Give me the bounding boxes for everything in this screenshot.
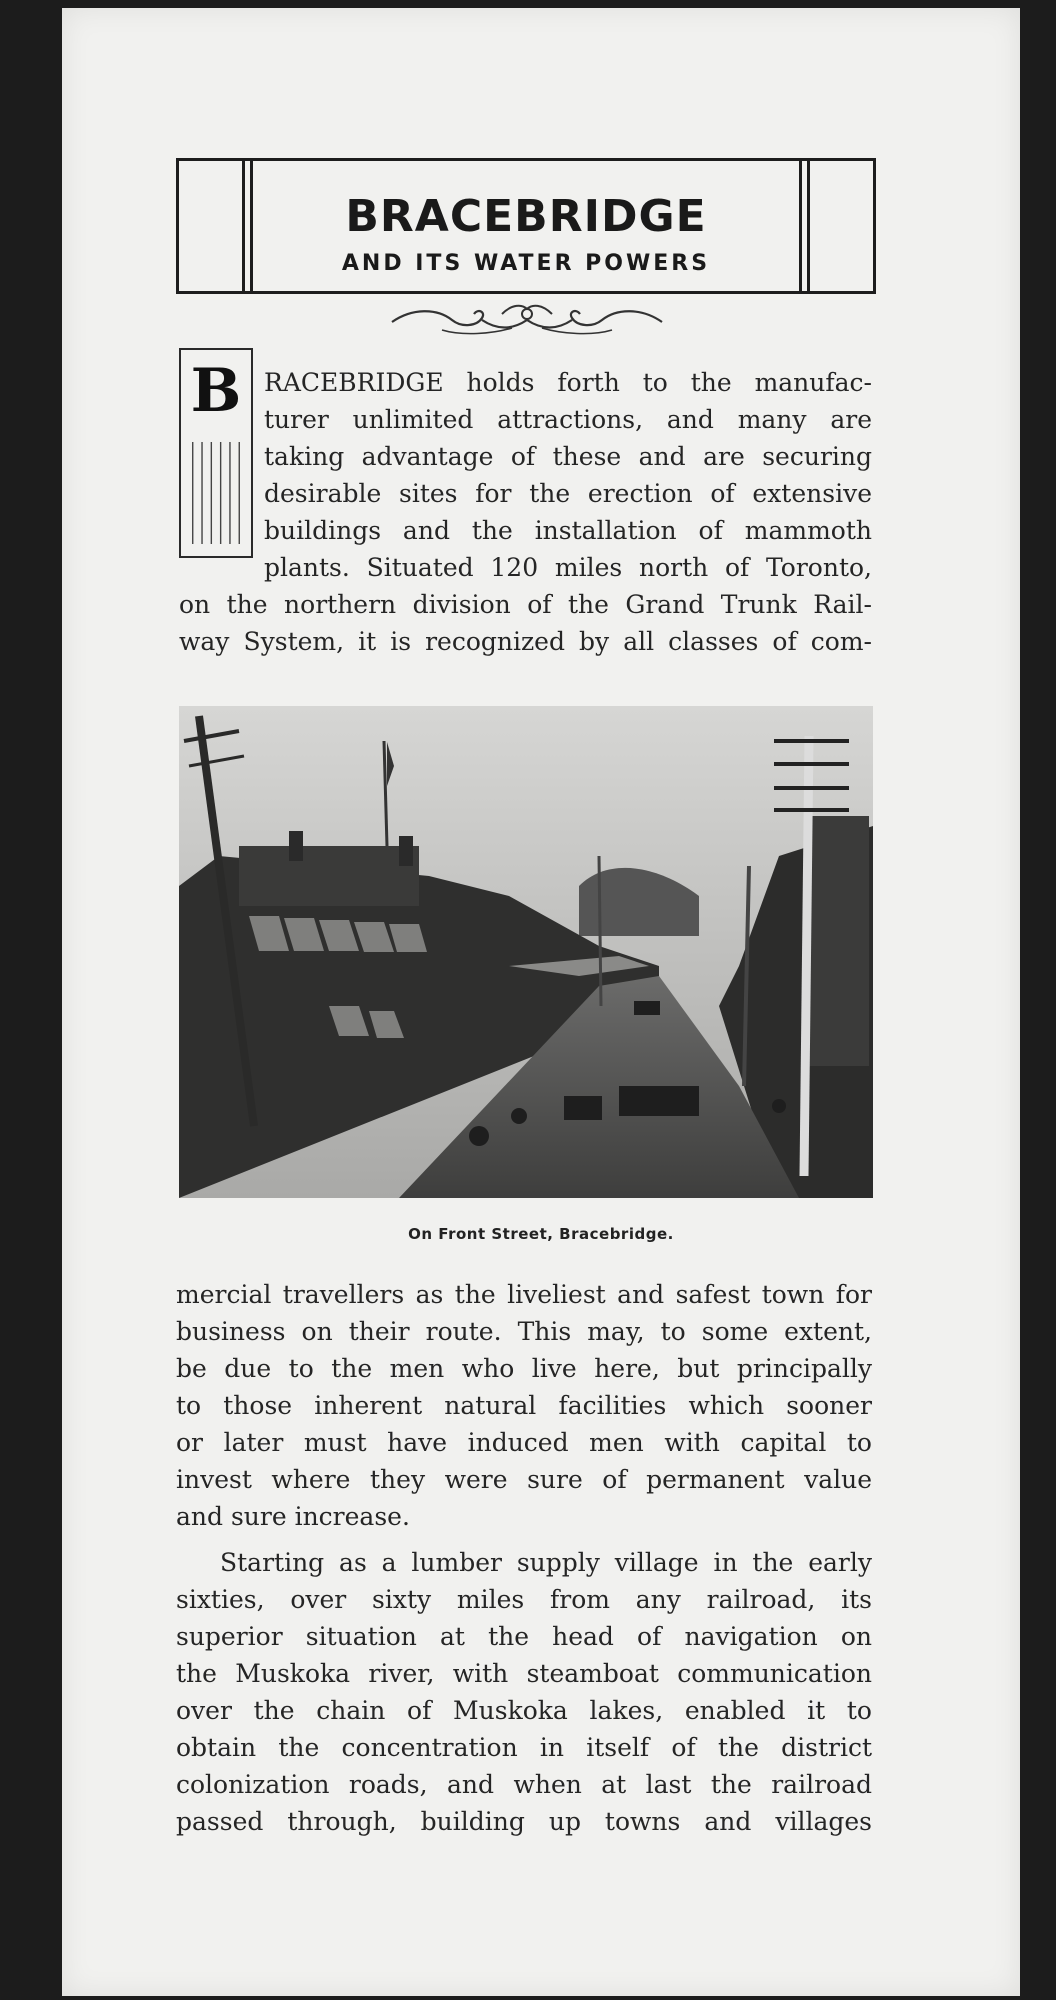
text-line: plants. Situated 120 miles north of Toronto, bbox=[264, 553, 872, 582]
text-line: invest where they were sure of permanent value bbox=[176, 1465, 872, 1494]
text-line: to those inherent natural facilities which sooner bbox=[176, 1391, 872, 1420]
text-line: sixties, over sixty miles from any railroad, its bbox=[176, 1585, 872, 1614]
body-paragraph-second bbox=[176, 1544, 872, 1840]
photo-caption: On Front Street, Bracebridge. bbox=[408, 1225, 674, 1243]
intro-paragraph-top bbox=[264, 364, 872, 586]
drop-cap-letter: B bbox=[190, 356, 242, 426]
intro-paragraph-bottom bbox=[179, 586, 872, 660]
text-line: over the chain of Muskoka lakes, enabled it to bbox=[176, 1696, 872, 1725]
drop-cap bbox=[179, 348, 253, 558]
scroll-ornament-icon bbox=[382, 300, 672, 340]
text-line: way System, it is recognized by all classes of com- bbox=[179, 627, 872, 656]
text-line: colonization roads, and when at last the railroad bbox=[176, 1770, 872, 1799]
text-line: taking advantage of these and are securing bbox=[264, 442, 872, 471]
text-line: mercial travellers as the liveliest and safest town for bbox=[176, 1280, 872, 1309]
text-line: Starting as a lumber supply village in the early bbox=[220, 1548, 872, 1577]
text-line: business on their route. This may, to some extent, bbox=[176, 1317, 872, 1346]
text-line: and sure increase. bbox=[176, 1502, 410, 1531]
text-line: turer unlimited attractions, and many are bbox=[264, 405, 872, 434]
title-frame bbox=[176, 158, 876, 294]
document-page bbox=[62, 8, 1020, 1996]
text-line: or later must have induced men with capital to bbox=[176, 1428, 872, 1457]
body-paragraph-continuation bbox=[176, 1276, 872, 1535]
text-line: superior situation at the head of navigation on bbox=[176, 1622, 872, 1651]
text-line: be due to the men who live here, but principally bbox=[176, 1354, 872, 1383]
text-line: RACEBRIDGE holds forth to the manufac- bbox=[264, 368, 872, 397]
front-street-photo bbox=[179, 706, 873, 1198]
text-line: desirable sites for the erection of extensive bbox=[264, 479, 872, 508]
page-subtitle: AND ITS WATER POWERS bbox=[341, 251, 711, 276]
text-line: on the northern division of the Grand Trunk Rail- bbox=[179, 590, 872, 619]
text-line: obtain the concentration in itself of the district bbox=[176, 1733, 872, 1762]
text-line: buildings and the installation of mammoth bbox=[264, 516, 872, 545]
text-line: passed through, building up towns and villages bbox=[176, 1807, 872, 1836]
page-title: BRACEBRIDGE bbox=[345, 191, 707, 242]
drop-cap-ornament-icon bbox=[189, 442, 243, 544]
text-line: the Muskoka river, with steamboat communication bbox=[176, 1659, 872, 1688]
